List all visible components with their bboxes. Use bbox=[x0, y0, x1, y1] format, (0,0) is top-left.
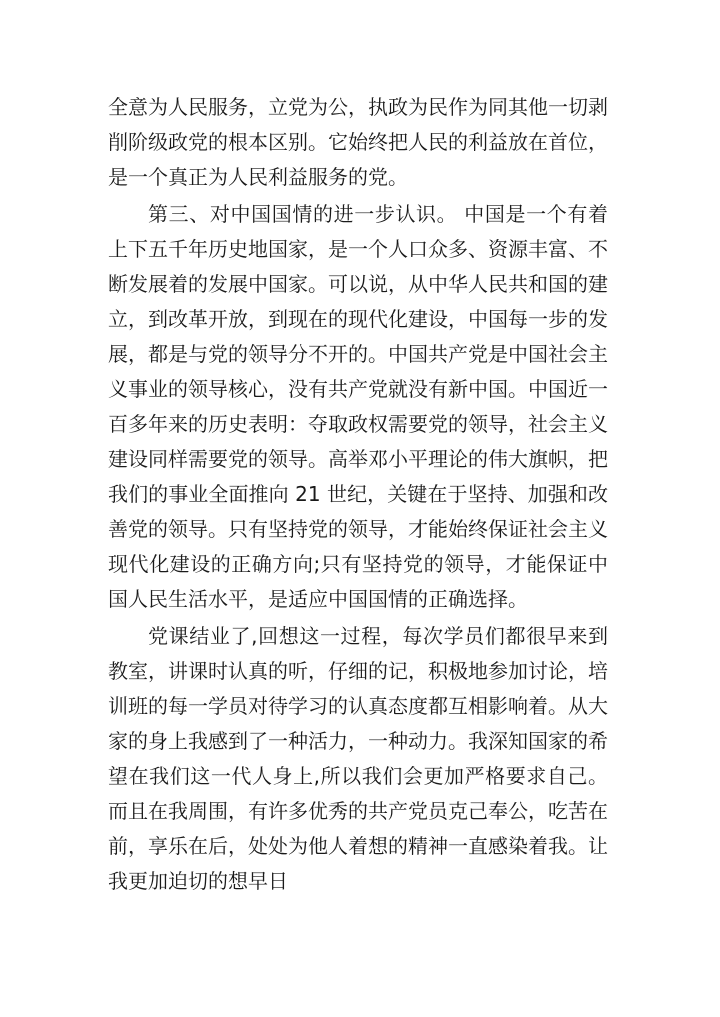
paragraph-course-reflection: 党课结业了,回想这一过程，每次学员们都很早来到教室，讲课时认真的听，仔细的记，积极地参加讨论，培训班的每一学员对待学习的认真态度都互相影响着。从大家的身上我感到了一种活力，一种动力。我深知国家的希望在我们这一代人身上,所以我们会更加严格要求自己。而且在我周围，有许多优秀的共产党员克己奉公，吃苦在前，享乐在后，处处为他人着想的精神一直感染着我。让我更加迫切的想早日 bbox=[108, 624, 608, 893]
paragraph-national-conditions: 第三、对中国国情的进一步认识。 中国是一个有着上下五千年历史地国家，是一个人口众多、资源丰富、不断发展着的发展中国家。可以说，从中华人民共和国的建立，到改革开放，到现在的现代化建设，中国每一步的发展，都是与党的领导分不开的。中国共产党是中国社会主义事业的领导核心，没有共产党就没有新中国。中国近一百多年来的历史表明：夺取政权需要党的领导，社会主义建设同样需要党的领导。高举邓小平理论的伟大旗帜，把我们的事业全面推向 21 世纪，关键在于坚持、加强和改善党的领导。只有坚持党的领导，才能始终保证社会主义现代化建设的正确方向;只有坚持党的领导，才能保证中国人民生活水平，是适应中国国情的正确选择。 bbox=[108, 202, 608, 611]
document-body bbox=[108, 90, 608, 899]
paragraph-continuation: 全意为人民服务，立党为公，执政为民作为同其他一切剥削阶级政党的根本区别。它始终把人民的利益放在首位，是一个真正为人民利益服务的党。 bbox=[108, 95, 608, 189]
